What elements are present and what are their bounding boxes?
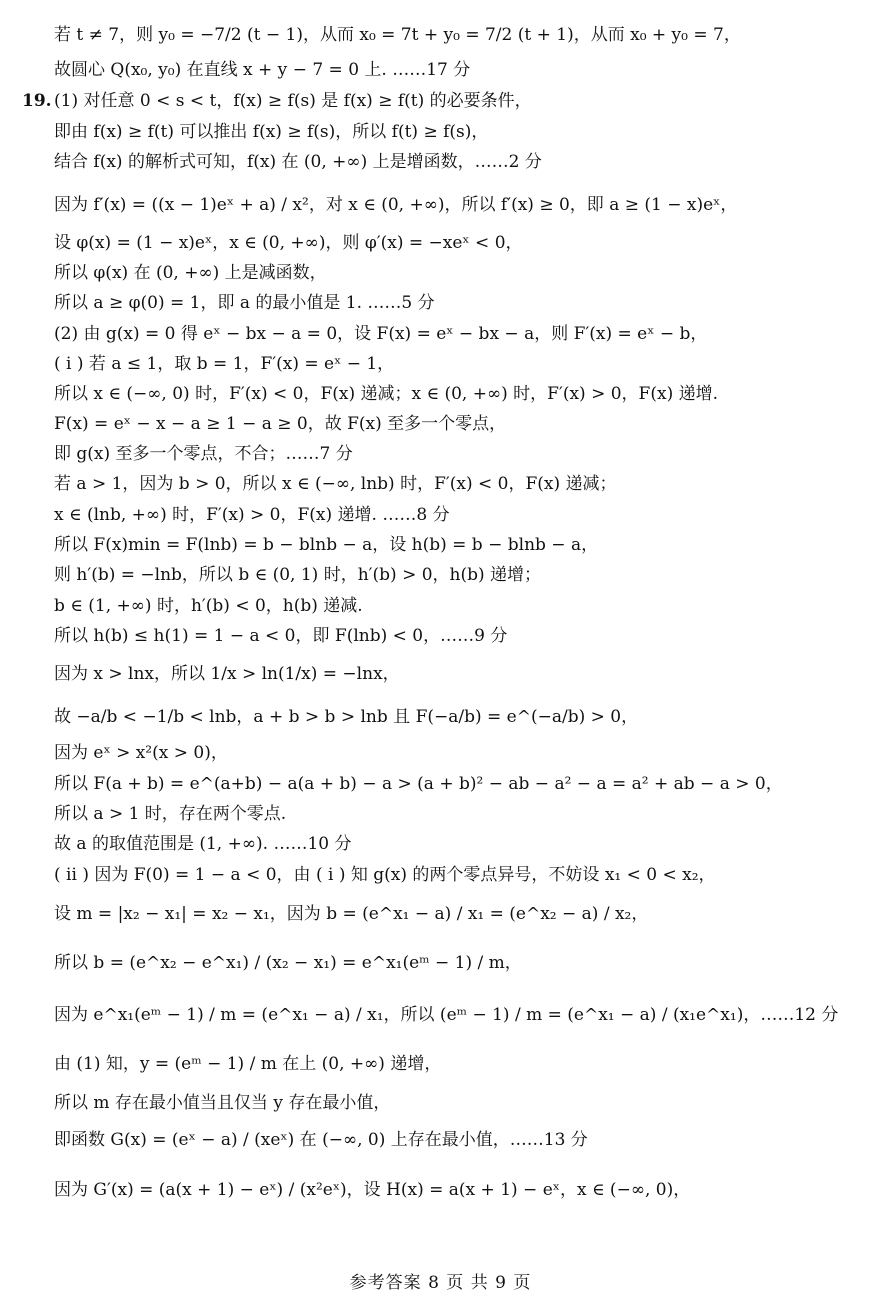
text-line: 所以 b = (e^x₂ − e^x₁) / (x₂ − x₁) = e^x₁(eᵐ − 1) / m， <box>54 953 522 973</box>
text-line: b ∈ (1, +∞) 时，h′(b) < 0，h(b) 递减. <box>54 596 363 616</box>
text-line: 因为 G′(x) = (a(x + 1) − eˣ) / (x²eˣ)，设 H(x) = a(x + 1) − eˣ，x ∈ (−∞, 0)， <box>54 1180 691 1200</box>
text-line: 故圆心 Q(x₀, y₀) 在直线 x + y − 7 = 0 上. ……17 分 <box>54 60 471 80</box>
text-line: 因为 eˣ > x²(x > 0)， <box>54 743 228 763</box>
text-line: 所以 φ(x) 在 (0, +∞) 上是减函数， <box>54 263 327 283</box>
text-line: 若 a > 1，因为 b > 0，所以 x ∈ (−∞, lnb) 时，F′(x) < 0，F(x) 递减； <box>54 474 617 494</box>
text-line: 故 a 的取值范围是 (1, +∞). ……10 分 <box>54 834 352 854</box>
text-line: 则 h′(b) = −lnb，所以 b ∈ (0, 1) 时，h′(b) > 0，h(b) 递增； <box>54 565 542 585</box>
text-line: 所以 F(x)min = F(lnb) = b − blnb − a，设 h(b) = b − blnb − a， <box>54 535 599 555</box>
text-line: 若 t ≠ 7，则 y₀ = −7/2 (t − 1)，从而 x₀ = 7t + y₀ = 7/2 (t + 1)，从而 x₀ + y₀ = 7， <box>54 25 741 45</box>
text-line: 因为 x > lnx，所以 1/x > ln(1/x) = −lnx， <box>54 664 400 684</box>
text-line: 故 −a/b < −1/b < lnb，a + b > b > lnb 且 F(−a/b) = e^(−a/b) > 0， <box>54 707 639 727</box>
text-line: (2) 由 g(x) = 0 得 eˣ − bx − a = 0，设 F(x) = eˣ − bx − a，则 F′(x) = eˣ − b， <box>54 324 708 344</box>
text-line: 设 φ(x) = (1 − x)eˣ，x ∈ (0, +∞)，则 φ′(x) = −xeˣ < 0， <box>54 233 523 253</box>
text-line: 即函数 G(x) = (eˣ − a) / (xeˣ) 在 (−∞, 0) 上存在最小值，……13 分 <box>54 1130 588 1150</box>
text-line: x ∈ (lnb, +∞) 时，F′(x) > 0，F(x) 递增. ……8 分 <box>54 505 450 525</box>
page-footer: 参考答案 8 页 共 9 页 <box>349 1273 532 1293</box>
text-line: 所以 h(b) ≤ h(1) = 1 − a < 0，即 F(lnb) < 0，……9 分 <box>54 626 508 646</box>
text-line: ( ii ) 因为 F(0) = 1 − a < 0，由 ( i ) 知 g(x) 的两个零点异号，不妨设 x₁ < 0 < x₂， <box>54 865 716 885</box>
text-line: 所以 m 存在最小值当且仅当 y 存在最小值， <box>54 1093 391 1113</box>
text-line: F(x) = eˣ − x − a ≥ 1 − a ≥ 0，故 F(x) 至多一个零点， <box>54 414 507 434</box>
text-line: 因为 e^x₁(eᵐ − 1) / m = (e^x₁ − a) / x₁，所以 (eᵐ − 1) / m = (e^x₁ − a) / (x₁e^x₁)，……12 分 <box>54 1005 839 1025</box>
text-line: ( i ) 若 a ≤ 1，取 b = 1，F′(x) = eˣ − 1， <box>54 354 395 374</box>
text-line: 由 (1) 知，y = (eᵐ − 1) / m 在上 (0, +∞) 递增， <box>54 1054 442 1074</box>
text-line: 即由 f(x) ≥ f(t) 可以推出 f(x) ≥ f(s)，所以 f(t) ≥ f(s)， <box>54 122 489 142</box>
text-line: 结合 f(x) 的解析式可知，f(x) 在 (0, +∞) 上是增函数，……2 分 <box>54 152 542 172</box>
text-line: 即 g(x) 至多一个零点，不合；……7 分 <box>54 444 353 464</box>
text-line: (1) 对任意 0 < s < t，f(x) ≥ f(s) 是 f(x) ≥ f(t) 的必要条件， <box>54 91 532 111</box>
text-line: 所以 a ≥ φ(0) = 1，即 a 的最小值是 1. ……5 分 <box>54 293 435 313</box>
text-line: 所以 a > 1 时，存在两个零点. <box>54 804 287 824</box>
text-line: 设 m = |x₂ − x₁| = x₂ − x₁，因为 b = (e^x₁ − a) / x₁ = (e^x₂ − a) / x₂， <box>54 904 649 924</box>
text-line: 因为 f′(x) = ((x − 1)eˣ + a) / x²，对 x ∈ (0, +∞)，所以 f′(x) ≥ 0，即 a ≥ (1 − x)eˣ， <box>54 195 738 215</box>
problem-number: 19. <box>22 91 52 111</box>
text-line: 所以 F(a + b) = e^(a+b) − a(a + b) − a > (a + b)² − ab − a² − a = a² + ab − a > 0， <box>54 774 783 794</box>
text-line: 所以 x ∈ (−∞, 0) 时，F′(x) < 0，F(x) 递减；x ∈ (0, +∞) 时，F′(x) > 0，F(x) 递增. <box>54 384 719 404</box>
